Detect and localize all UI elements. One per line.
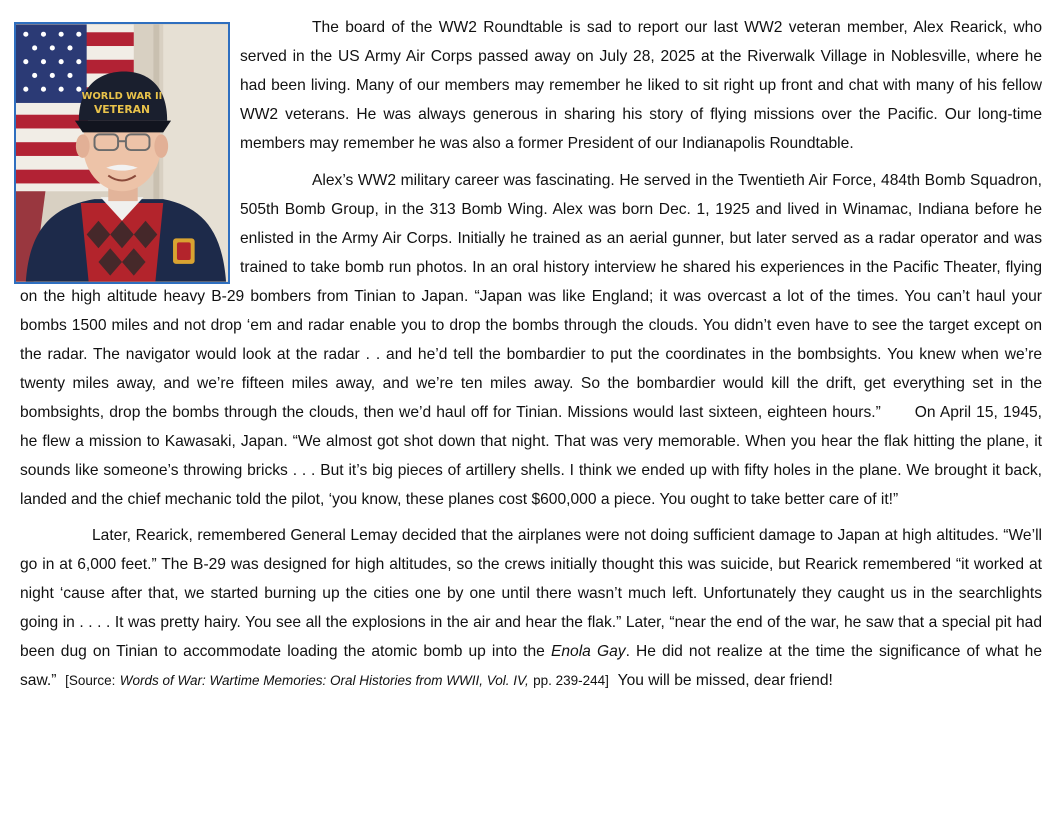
enola-gay-title: Enola Gay [550,643,626,660]
svg-text:WORLD WAR II: WORLD WAR II [81,91,163,103]
paragraph-intro: The board of the WW2 Roundtable is sad to report our last WW2 veteran member, Alex Rearick, who served in the US Army Air Corps passed away on July 28, 2025 at the Riverwalk Village in Noblesville, where he had been living. Many of our members may remember he liked to sit right up front and chat with many of his fellow WW2 veterans. He was always generous in sharing his story of flying missions over the Pacific. Our long-time members may remember he was also a former President of our Indianapolis Roundtable. [240,19,1042,152]
lemay-text: Later, Rearick, remembered General Lemay decided that the airplanes were not doing sufficient damage to Japan at high altitudes. “We’ll go in at 6,000 feet.” The B-29 was designed for high altitudes, so the crews initially thought this was suicide, but Rearick remembered “it worked at night ‘cause after that, we started burning up the cities one by one until there wasn’t much left. Unfortunately they caught us in the searchlights going in . . . . It was pretty hairy. You see all the explosions in the air and hear the flak.” Later, “near the end of the war, he saw that a special pit had been dug on Tinian to accommodate loading the atomic bomb up into the [20,527,1042,660]
source-title: Words of War: Wartime Memories: Oral Histories from WWII, Vol. IV, [119,673,529,688]
svg-text:VETERAN: VETERAN [93,102,151,116]
source-pages: pp. 239-244] [533,673,609,688]
lemay-text-end: . He did not realize at the time the significance of what he saw.” [20,643,1043,689]
farewell-text: You will be missed, dear friend! [617,672,833,689]
source-open: [Source: [65,673,116,688]
career-text: Alex’s WW2 military career was fascinating. He served in the Twentieth Air Force, 484th Bomb Squadron, 505th Bomb Group, in the 313 Bomb Wing. Alex was born Dec. 1, 1925 and lived in Winamac, Indiana before he enlisted in the Army Air Corps. Initially he trained as an aerial gunner, but later served as a radar operator and was trained to take bomb run photos. In an oral history interview he shared his experiences in the Pacific Theater, flying on the high altitude heavy B-29 bombers from Tinian to Japan. “Japan was like England; it was overcast a lot of the times. You can’t haul your bombs 1500 miles and not drop ‘em and radar enable you to drop the bombs through the clouds. You didn’t even have to see the target except on the radar. The navigator would look at the radar . . and he’d tell the bombardier to put the coordinates in the bombsights. You knew when we’re twenty miles away, and we’re fifteen miles away, and we’re ten miles away. So the bombardier would kill the drift, get everything set in the bombsights, drop the bombs through the clouds, then we’d haul off for Tinian. Missions would last sixteen, eighteen hours.” [20,172,1042,421]
article-body [20,13,1042,695]
paragraph-lemay [20,521,1042,695]
kawasaki-text: On April 15, 1945, he flew a mission to Kawasaki, Japan. “We almost got shot down that night. That was very memorable. When you hear the flak hitting the plane, it sounds like someone’s throwing bricks . . . But it’s big pieces of artillery shells. I think we ended up with fifty holes in the plane. We brought it back, landed and the chief mechanic told the pilot, ‘you know, these planes cost $600,000 a piece. You ought to take better care of it!” [20,404,1042,508]
